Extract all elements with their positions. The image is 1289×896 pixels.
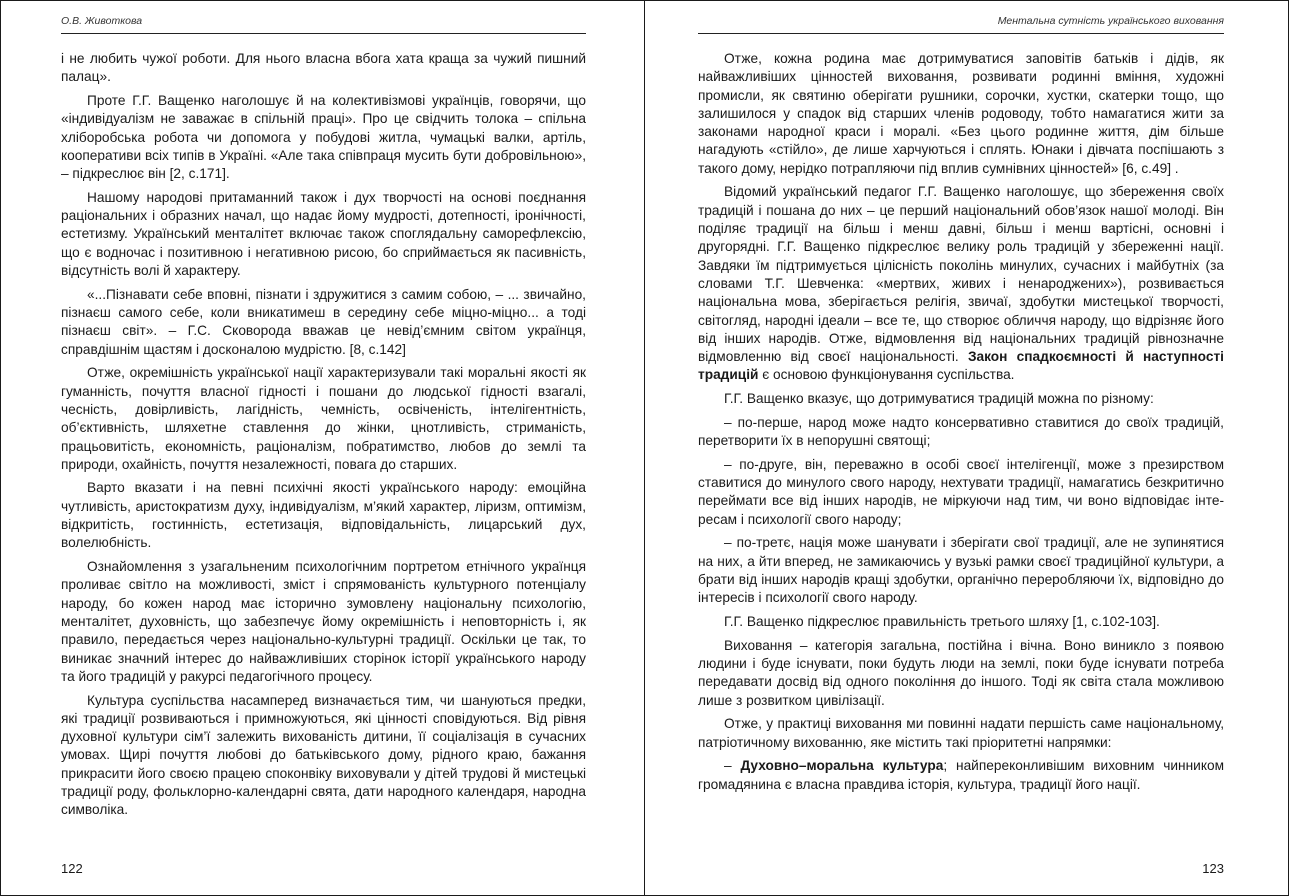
paragraph: Варто вказати і на певні психічні якості українського народу: емоційна чутливість, аристократизм духу, індивідуалізм, м’який характер, ліризм, оптимізм, відкритість, гостинність, естетизація, відповідальність, лицарський дух, волелюбність. <box>61 480 586 551</box>
list-item: – по-третє, нація може шанувати і зберігати свої традиції, але не зупинятися на них, а йти вперед, не замикаючись у вузькі рамки своєї традиційної культури, а брати від інших народів кращі здобутки, органічно переробляючи їх, відповідно до інтересів і психології свого народу. <box>698 535 1224 606</box>
paragraph: Виховання – категорія загальна, постійна і вічна. Воно виникло з появою людини і буде існувати, поки будуть люди на землі, поки буде існувати потреба передавати досвід від одного покоління до іншого. Тоді як світа стала можливою лише з розвитком цивілізації. <box>698 637 1224 708</box>
paragraph: Проте Г.Г. Ващенко наголошує й на колективізмові українців, говорячи, що «індивідуалізм не заважає в спільній праці». Про це свідчить толока – спільна хліборобська робота чи допомога у побудові житла, чумацькі валки, артіль, кооперативи всіх типів в Україні. «Але така співпраця мусить бути добровільною», – підкреслює він [2, с.171]. <box>61 92 586 182</box>
paragraph: і не любить чужої роботи. Для нього власна вбога хата краща за чужий пишний палац». <box>61 51 586 85</box>
page-divider <box>644 1 645 895</box>
paragraph: Ознайомлення з узагальненим психологічним портретом етнічного українця проливає світло на можливості, зміст і спрямованість культурного потенціалу народу, бо кожен народ має історично зумовлену національну психологію, менталітет, духовність, що забезпечує йому окремішність і неповторність і, як правило, передається через національно-культурні традиції. Оскільки це так, то виникає значний інтерес до найважливіших сторінок історії українського народу та його традицій у ракурсі педагогічного процесу. <box>61 559 586 684</box>
bold-term: Закон спадкоємності й наступності традицій <box>698 349 1224 383</box>
left-page-number: 122 <box>61 861 83 876</box>
left-body-text <box>61 50 586 825</box>
list-item: – по-друге, він, переважно в особі своєї інтелігенції, може з презирством ставитися до минулого свого народу, нехтувати традиції, намагатись безкритично переймати все від інших народів, не міркуючи над тим, чи воно відповідає інтересам і психології свого народу; <box>698 456 1224 527</box>
right-running-head: Ментальна сутність українського виховання <box>698 15 1224 34</box>
list-item: – по-перше, народ може надто консервативно ставитися до своїх традицій, перетворити їх в непорушні святощі; <box>698 414 1224 449</box>
bold-term: Духовно–моральна культура <box>740 758 944 774</box>
paragraph: Г.Г. Ващенко підкреслює правильність третього шляху [1, с.102-103]. <box>724 613 1160 629</box>
list-item <box>698 757 1224 794</box>
paragraph: Отже, окремішність української нації характеризували такі моральні якості як гуманність, почуття власної гідності і пошани до людської гідності взагалі, чесність, довірливість, лагідність, чемність, освіченість, інтелігентність, об’єктивність, шляхетне ставлення до жінки, цнотливість, стриманість, працьовитість, економність, раціоналізм, побратимство, любов до землі та природи, охайність, почуття незалежності, повага до старших. <box>61 365 586 472</box>
paragraph: Отже, у практиці виховання ми повинні надати першість саме національному, патріотичному вихованню, яке містить такі пріоритетні напрямки: <box>698 716 1224 750</box>
paragraph: Отже, кожна родина має дотримуватися заповітів батьків і дідів, як найважливіших цінностей виховання, розвивати родинні вміння, художні промисли, як святиню оберігати рушники, сорочки, хустки, скатерки тощо, що залишилося у спадок від старших членів родоводу, тобто намагатися жити за законами народної краси і моралі. «Без цього родинне життя, дім більше нагадують «стійло», де лише харчуються і сплять. Юнаки і дівчата поспішають з такого дому, нерідко потрапляючи під вплив сумнівних цінностей» [6, с.49] . <box>698 51 1224 176</box>
left-page <box>61 1 586 895</box>
paragraph: Нашому народові притаманний також і дух творчості на основі поєднання раціональних і образних начал, що надає йому мудрості, дотепності, іронічності, естетизму. Український менталітет включає також споглядальну саморефлексію, що є водночас і позитивною і негативною рисою, бо сприймається як пасивність, відсутність волі й характеру. <box>61 189 586 279</box>
dash: – <box>724 758 741 774</box>
right-body-text <box>698 50 1224 799</box>
paragraph: «...Пізнавати себе вповні, пізнати і здружитися з самим собою, – ... звичайно, пізнаєш самого себе, коли вникатимеш в середину себе міцно-міцно... а тоді пізнаєш світ». – Г.С. Сковорода вважав це невід’ємним світом українця, справдішнім щастям і досконалою мудрістю. [8, с.142] <box>61 286 586 357</box>
left-running-head: О.В. Животкова <box>61 15 586 34</box>
paragraph-text: є основою функціонування суспільства. <box>758 367 1015 383</box>
paragraph: Культура суспільства насамперед визначається тим, чи шануються предки, які традиції розвиваються і примножуються, які цінності сповідуються. Від рівня духовної культури сім’ї залежить вихованість дитини, її соціалізація в сучасних умовах. Щирі почуття любові до батьківського дому, рідного краю, бажання прикрасити його своєю працею споконвіку виховували у дітей трудові й мистецькі традиції роду, фольклорно-календарні свята, дати народного календаря, народна символіка. <box>61 692 586 818</box>
paragraph-text: Відомий український педагог Г.Г. Ващенко наголошує, що збереження своїх традицій і пошана до них – це перший національний обов’язок нашої молоді. Він поділяє традиції на більш і менш давні, більш і менш вартісні, основні і другорядні. Г.Г. Ващенко підкреслює велику роль традицій у збереженні нації. Завдяки їм підтримується цілісність поколінь минулих, сучасних і майбутніх (за словами Т.Г. Шевченка: «мертвих, живих і ненароджених»), розвивається національна мова, зберігається релігія, звичаї, здобутки мистецької творчості, світогляд, народні ідеали – все те, що створює обличчя народу, що відрізняє його від інших народів. Отже, відмовлення від національних традицій рівнозначне відмовленню від своєї національності. <box>698 184 1224 365</box>
paragraph: Г.Г. Ващенко вказує, що дотримуватися традицій можна по різному: <box>724 391 1154 407</box>
right-page <box>698 1 1224 895</box>
right-page-number: 123 <box>1202 861 1224 876</box>
paragraph <box>698 183 1224 384</box>
paragraph-text: ; найпереконливішим виховним чинником громадянина є власна правдива історія, культура, традиції його нації. <box>698 758 1224 792</box>
